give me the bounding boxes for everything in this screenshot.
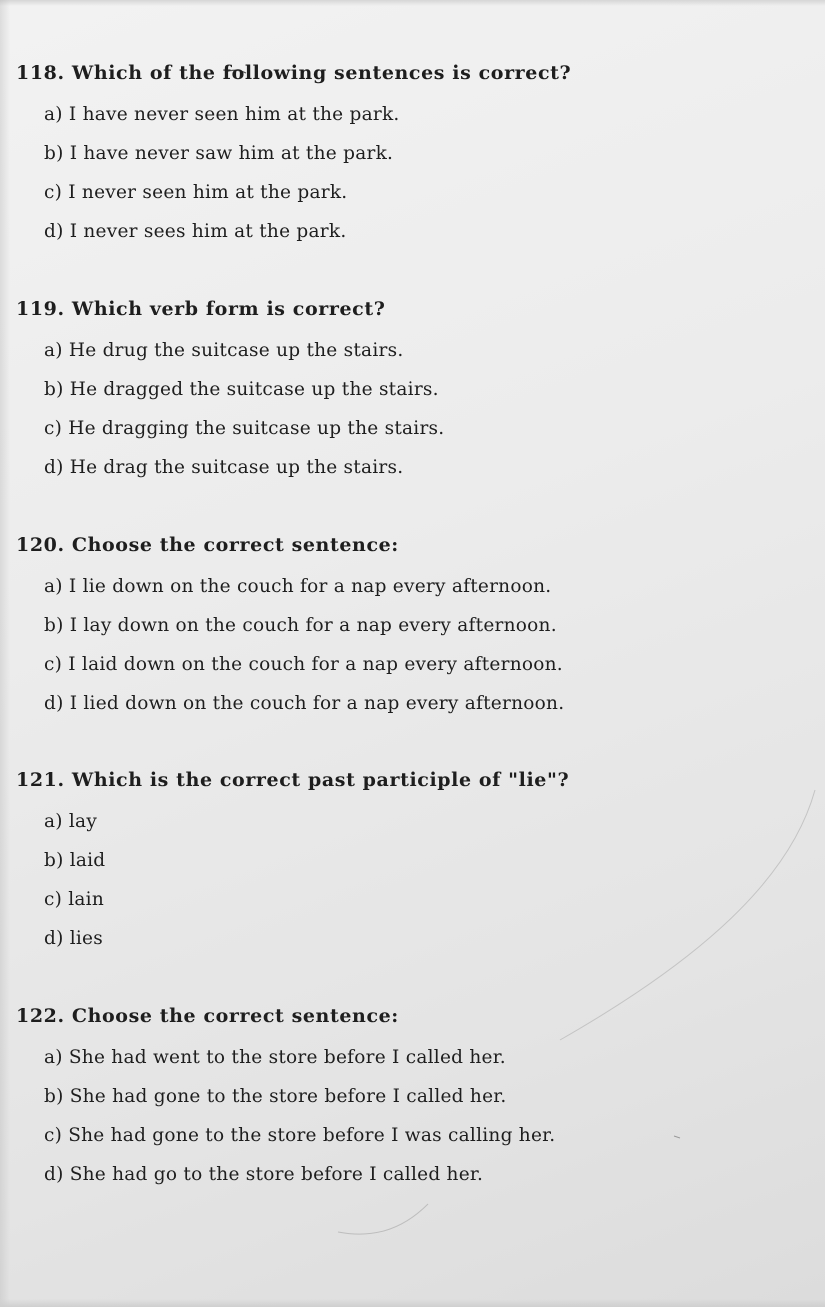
option-a: a) She had went to the store before I called her. xyxy=(44,1047,506,1068)
paper-top-edge xyxy=(0,0,825,6)
option-c: c) He dragging the suitcase up the stairs. xyxy=(44,418,445,439)
option-c: c) I never seen him at the park. xyxy=(44,182,348,203)
option-a: a) I have never seen him at the park. xyxy=(44,104,400,125)
option-b: b) I have never saw him at the park. xyxy=(44,143,394,164)
question-title: 118. Which of the following sentences is correct? xyxy=(16,62,572,84)
option-b: b) laid xyxy=(44,850,106,871)
option-d: d) He drag the suitcase up the stairs. xyxy=(44,457,404,478)
option-c: c) She had gone to the store before I was calling her. xyxy=(44,1125,556,1146)
question-title: 122. Choose the correct sentence: xyxy=(16,1005,399,1027)
question-title: 119. Which verb form is correct? xyxy=(16,298,386,320)
option-d: d) She had go to the store before I called her. xyxy=(44,1164,484,1185)
option-c: c) I laid down on the couch for a nap every afternoon. xyxy=(44,654,563,675)
option-c: c) lain xyxy=(44,889,104,910)
option-b: b) I lay down on the couch for a nap every afternoon. xyxy=(44,615,557,636)
option-a: a) I lie down on the couch for a nap every afternoon. xyxy=(44,576,552,597)
question-title: 120. Choose the correct sentence: xyxy=(16,534,399,556)
option-a: a) lay xyxy=(44,811,98,832)
paper-bottom-edge xyxy=(0,1299,825,1307)
option-d: d) I never sees him at the park. xyxy=(44,221,347,242)
option-d: d) I lied down on the couch for a nap every afternoon. xyxy=(44,693,565,714)
paper-side-shadow xyxy=(0,0,10,1307)
option-b: b) She had gone to the store before I called her. xyxy=(44,1086,507,1107)
option-a: a) He drug the suitcase up the stairs. xyxy=(44,340,404,361)
option-d: d) lies xyxy=(44,928,103,949)
option-b: b) He dragged the suitcase up the stairs. xyxy=(44,379,439,400)
question-title: 121. Which is the correct past participle of "lie"? xyxy=(16,769,570,791)
